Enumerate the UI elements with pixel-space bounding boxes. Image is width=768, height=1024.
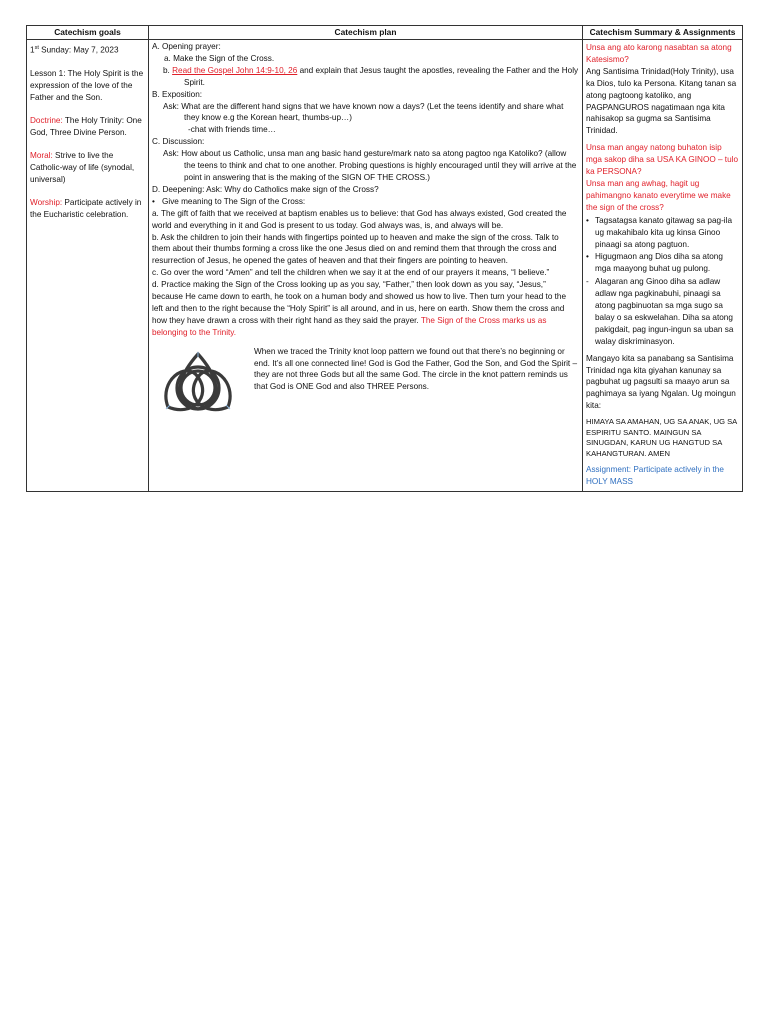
list-item [586,276,739,347]
trinity-knot-explanation: When we traced the Trinity knot loop pattern we found out that there’s no beginning or end. It’s all one connected line! God is God the Father, God the Son, and God the Spirit – they are not three Gods but all the same God. The circle in the knot pattern reminds us that God is ONE God and also THREE Persons. [254,346,578,392]
list-item-text: Higugmaon ang Dios diha sa atong mga maayong buhat ug pulong. [595,252,723,274]
summary-answer-1: Ang Santisima Trinidad(Holy Trinity), usa ka Dios, tulo ka Persona. Kitang tanan sa atong pagtoong katoliko, ang PAGPANGUROS nagatimaan nga kita nahisakop sa gugma sa Santisima Trinidad. [586,66,737,136]
plan-section-d: D. Deepening: Ask: Why do Catholics make sign of the Cross? [152,184,379,194]
worship-goal [30,197,145,221]
header-goals: Catechism goals [27,26,149,40]
date-number: 1 [30,45,35,55]
bullet-mark: • [152,196,155,206]
worship-label: Worship: [30,197,63,207]
plan-section-a: A. Opening prayer: [152,42,221,51]
moral-label: Moral: [30,150,53,160]
list-item-text: Alagaran ang Ginoo diha sa adlaw adlaw nga pagkinabuhi, pinaagi sa atong pagbinuotan sa mga sugo sa balay o sa eskwelahan. Diha sa atong pakigdait, pag ingun-ingun sa uban sa walay diskriminasyon. [595,277,734,346]
summary-question-2: Unsa man angay natong buhaton isip mga sakop diha sa USA KA GINOO – tulo ka PERSONA? [586,143,738,177]
bullet-mark: • [586,215,589,225]
plan-d-d-highlight: The Sign of the Cross marks us as belonging to the Trinity. [152,315,547,337]
list-item [586,215,739,251]
glory-be-prayer: HIMAYA SA AMAHAN, UG SA ANAK, UG SA ESPIRITU SANTO. MAINGUN SA SINUGDAN, KARUN UG HANGTUD SA KAHANGTURAN. AMEN [586,417,737,458]
list-item [586,251,739,275]
catechism-table [26,25,743,492]
lesson-title: Lesson 1: The Holy Spirit is the expression of the love of the Father and the Son. [30,68,144,102]
doctrine-label: Doctrine: [30,115,63,125]
plan-a-b [152,65,579,89]
summary-question-1: Unsa ang ato karong nasabtan sa atong Katesismo? [586,43,732,64]
plan-section-b: B. Exposition: [152,89,203,99]
plan-d-bullet [152,196,579,208]
summary-question-3: Unsa man ang awhag, hagit ug pahimangno kanato everytime we make the sign of the cross? [586,178,731,212]
content-row [27,40,743,492]
header-summary: Catechism Summary & Assignments [583,26,743,40]
plan-d-d [152,279,579,339]
list-item-text: Tagsatagsa kanato gitawag sa pag-ila ug makahibalo kita ug kinsa Ginoo pinaagi sa atong pagtuon. [595,215,733,249]
bullet-mark: • [586,252,589,262]
plan-a-a: a. Make the Sign of the Cross. [164,53,275,63]
trinity-knot-icon [152,345,250,421]
date-text: Sunday: May 7, 2023 [38,45,119,55]
trinity-knot-section [152,345,579,421]
plan-c-ask: Ask: How about us Catholic, unsa man ang basic hand gesture/mark nato sa atong pagtoo nga Katoliko? (allow the teens to think and chat to one another. Probing questions is highly encouraged until they will arrive at the point in answering that is the making of the SIGN OF THE CROSS.) [163,149,577,182]
plan-d-b: b. Ask the children to join their hands with fingertips pointed up to heaven and make the sign of the cross. Talk to them about their thumbs forming a cross like the one Jesus died on and remind them that through the cross and resurrection of Jesus, he opened the gates of heaven and that their fingers are pointing to heaven. [152,232,559,266]
plan-a-b-prefix: b. [163,65,173,75]
plan-section-c: C. Discussion: [152,137,205,147]
moral-text: Strive to live the Catholic-way of life (synodal, universal) [30,150,135,184]
header-row [27,26,743,40]
doctrine-goal [30,115,145,139]
plan-a-b-text: and explain that Jesus taught the apostles, revealing the Father and the Holy Spirit. [184,65,579,87]
plan-d-a: a. The gift of faith that we received at baptism enables us to believe: that God has always existed, God created the world and everything in it and God is present to us today. God always was, is, and always will be. [152,208,567,230]
plan-d-d-text: d. Practice making the Sign of the Cross looking up as you say, “Father,” then look down as you say, “Jesus,” because He came down to earth, he took on a human body and showed us how to live. Then turn your head to the left and then to the right because the “Holy Spirit” is all around, and in us, here on earth. Show them the cross and how they have drawn a cross with their right hand as they said the prayer. [152,280,567,325]
gospel-reference-link[interactable]: Read the Gospel John 14:9-10, 26 [172,65,298,75]
plan-b-chat: -chat with friends time… [188,125,276,135]
lesson-date [30,42,145,57]
summary-cell [583,40,743,492]
moral-goal [30,150,145,186]
header-plan: Catechism plan [149,26,583,40]
plan-cell [149,40,583,492]
summary-paragraph-2: Mangayo kita sa panabang sa Santisima Trinidad nga kita giyahan kanunay sa pagbuhat ug pagsulti sa maayo arun sa paghimaya sa iyang Ngalan. Ug moingun kita: [586,353,736,411]
plan-b-ask: Ask: What are the different hand signs that we have known now a days? (Let the teens identify and share what they know e.g the Korean heart, thumbs-up…) [163,101,564,123]
doctrine-text: The Holy Trinity: One God, Three Divine Person. [30,115,142,137]
date-suffix: st [34,45,39,51]
plan-d-c: c. Go over the word “Amen” and tell the children when we say it at the end of our prayers it means, “I believe.” [152,268,550,278]
plan-d-bullet-text: Give meaning to The Sign of the Cross: [162,196,306,206]
dash-mark: - [586,277,589,287]
assignment-text: Assignment: Participate actively in the HOLY MASS [586,465,724,487]
worship-text: Participate actively in the Eucharistic celebration. [30,197,142,219]
goals-cell [27,40,149,492]
